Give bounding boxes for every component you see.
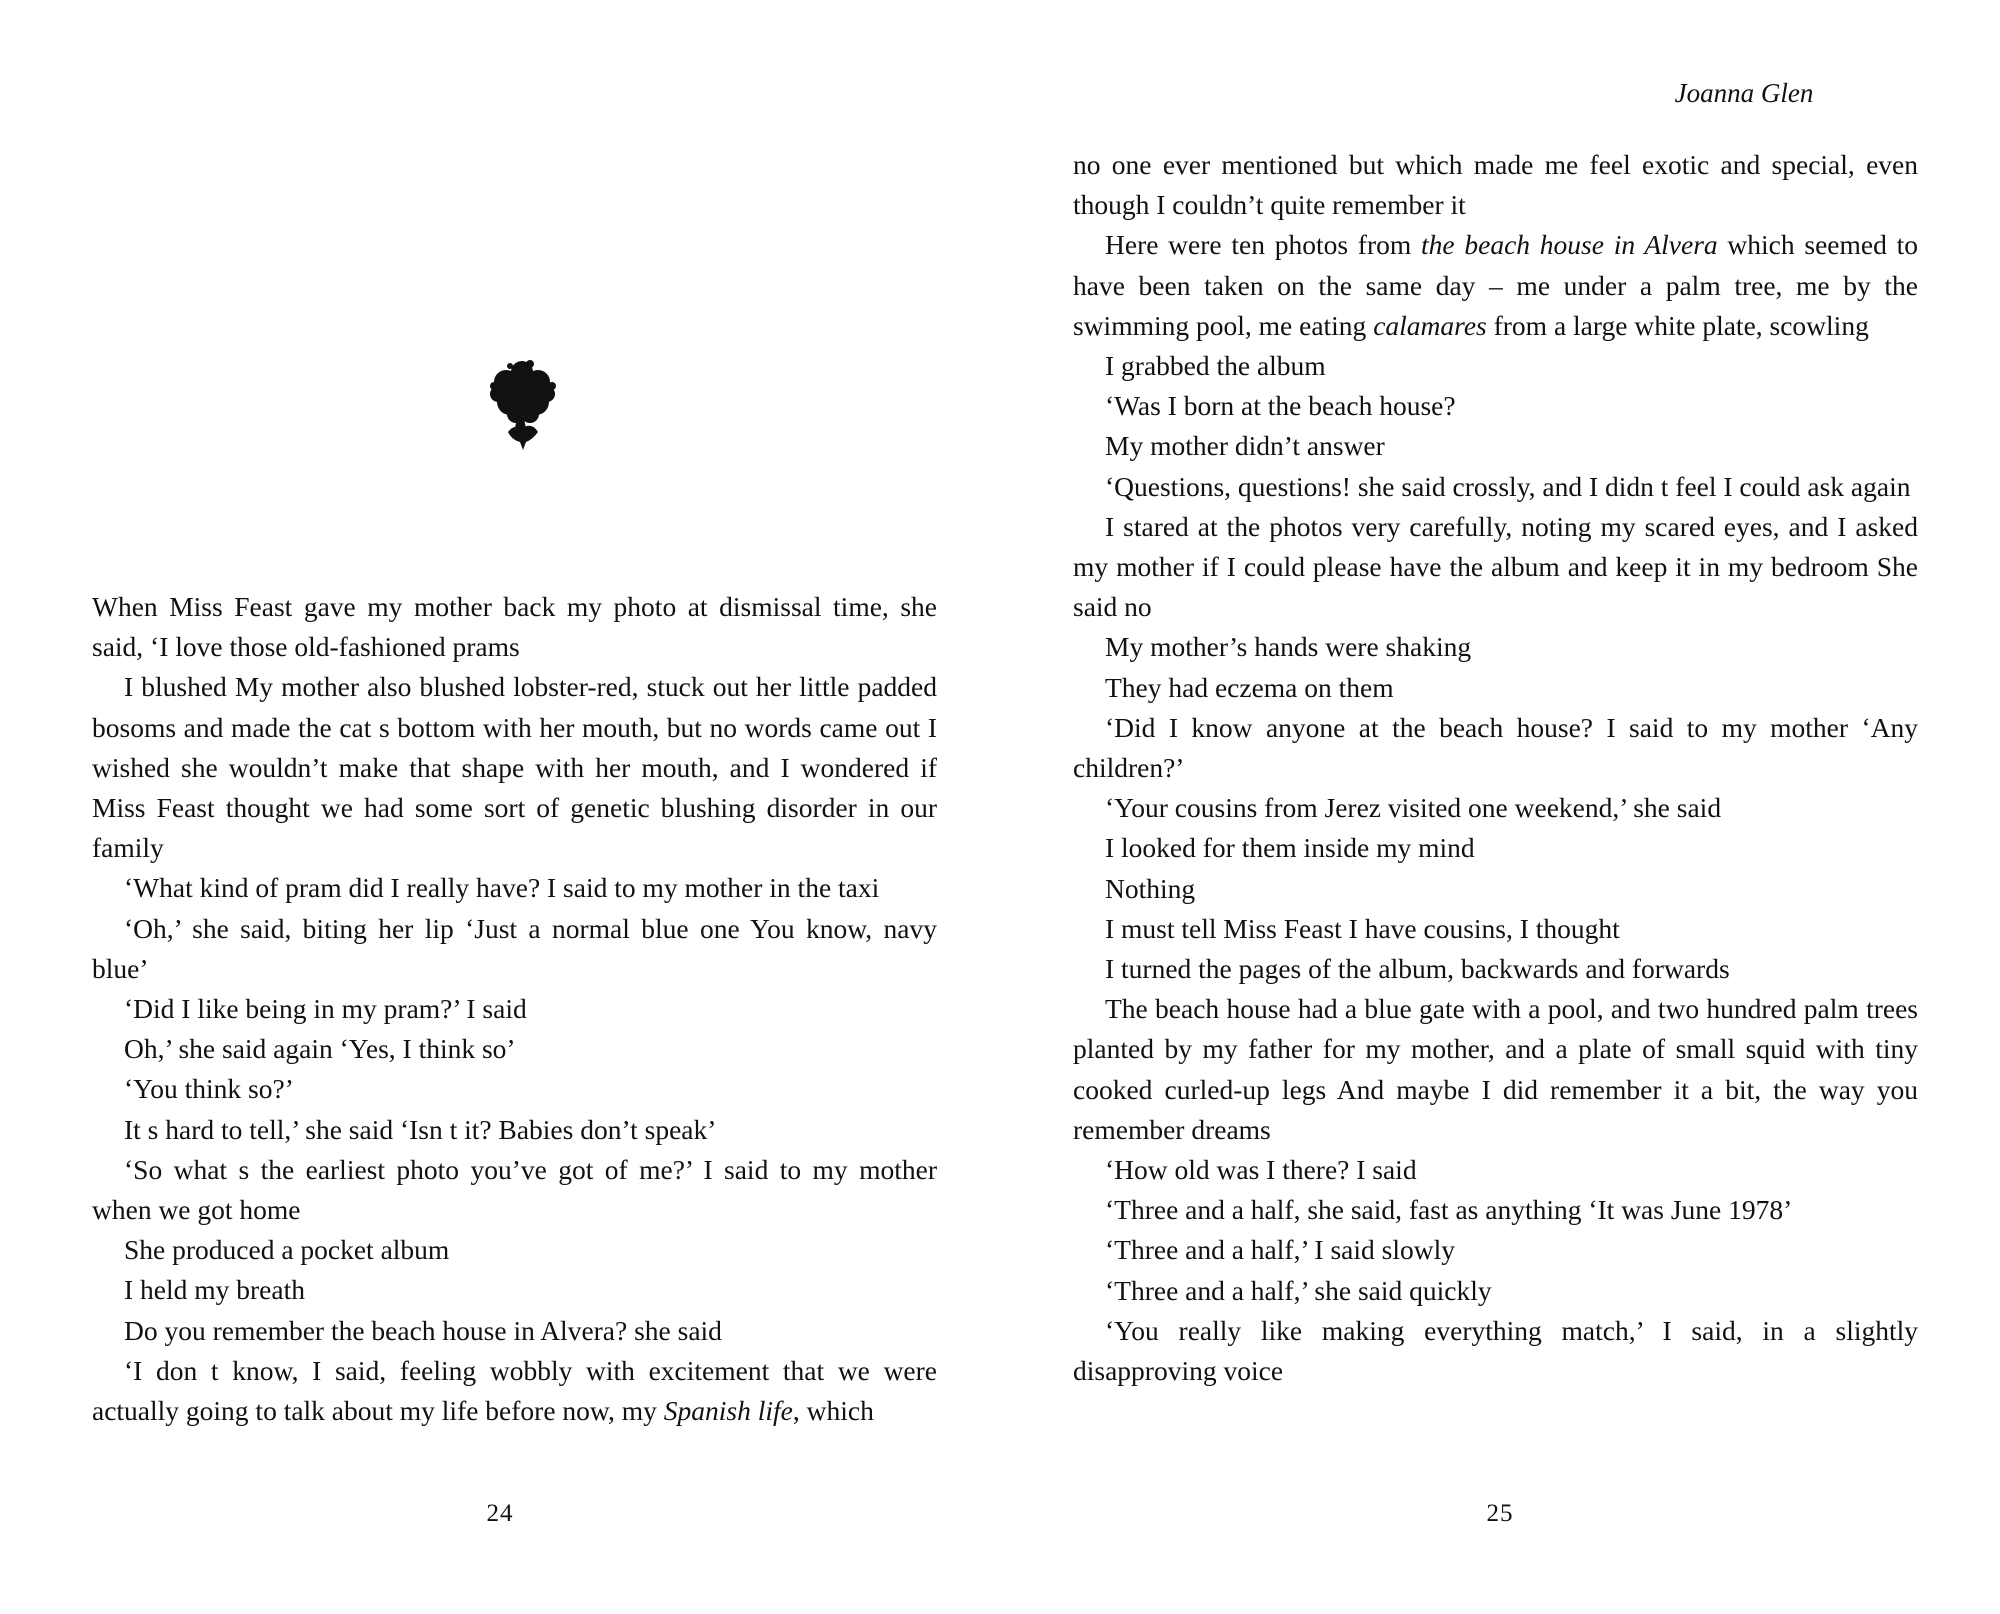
paragraph-text: which seemed to have been taken on the same day – me under a palm tree, me by the swimming pool, me eating bbox=[1073, 229, 1918, 341]
right-page-text bbox=[1073, 145, 1918, 1391]
paragraph: ‘You think so?’ bbox=[124, 1073, 294, 1105]
paragraph: ‘Was I born at the beach house? bbox=[1105, 390, 1456, 422]
italic-phrase: Spanish life bbox=[663, 1395, 793, 1427]
paragraph: Do you remember the beach house in Alvera? she said bbox=[124, 1314, 722, 1346]
paragraph bbox=[1073, 225, 1918, 346]
left-page-text bbox=[92, 587, 937, 1431]
paragraph: I turned the pages of the album, backwards and forwards bbox=[1105, 953, 1730, 985]
paragraph: My mother didn’t answer bbox=[1105, 430, 1385, 462]
paragraph: I stared at the photos very carefully, noting my scared eyes, and I asked my mother if I could please have the album and keep it in my bedroom She said no bbox=[1073, 510, 1918, 623]
paragraph: When Miss Feast gave my mother back my photo at dismissal time, she said, ‘I love those old-fashioned prams bbox=[92, 591, 937, 663]
paragraph: ‘Questions, questions! she said crossly, and I didn t feel I could ask again bbox=[1105, 470, 1911, 502]
paragraph: ‘You really like making everything match,’ I said, in a slightly disapproving voice bbox=[1073, 1314, 1918, 1387]
paragraph: Nothing bbox=[1105, 872, 1196, 904]
paragraph: ‘So what s the earliest photo you’ve got of me?’ I said to my mother when we got home bbox=[92, 1153, 937, 1226]
paragraph: I must tell Miss Feast I have cousins, I thought bbox=[1105, 912, 1620, 944]
paragraph: ‘Three and a half,’ I said slowly bbox=[1105, 1234, 1455, 1266]
paragraph: ‘Three and a half,’ she said quickly bbox=[1105, 1274, 1492, 1306]
italic-phrase: calamares bbox=[1373, 309, 1487, 341]
paragraph: ‘Did I know anyone at the beach house? I said to my mother ‘Any children?’ bbox=[1073, 711, 1918, 784]
running-head-author: Joanna Glen bbox=[1674, 78, 1814, 108]
paragraph: ‘Oh,’ she said, biting her lip ‘Just a normal blue one You know, navy blue’ bbox=[92, 912, 937, 984]
paragraph: Oh,’ she said again ‘Yes, I think so’ bbox=[124, 1033, 516, 1065]
page-number: 24 bbox=[486, 1500, 514, 1527]
paragraph: I grabbed the album bbox=[1105, 350, 1326, 382]
paragraph-text: Here were ten photos from bbox=[1105, 229, 1422, 261]
paragraph: ‘Three and a half, she said, fast as anything ‘It was June 1978’ bbox=[1105, 1194, 1793, 1226]
paragraph bbox=[92, 1351, 937, 1431]
paragraph-text: , which bbox=[792, 1395, 874, 1427]
paragraph: ‘Your cousins from Jerez visited one weekend,’ she said bbox=[1105, 792, 1722, 824]
paragraph: She produced a pocket album bbox=[124, 1234, 450, 1266]
page-number: 25 bbox=[1486, 1500, 1514, 1527]
paragraph: I blushed My mother also blushed lobster-red, stuck out her little padded bosoms and made the cat s bottom with her mouth, but no words came out I wished she wouldn’t make that shape with her mouth, and I wondered if Miss Feast thought we had some sort of genetic blushing disorder in our family bbox=[92, 671, 937, 864]
paragraph: The beach house had a blue gate with a pool, and two hundred palm trees planted by my father for my mother, and a plate of small squid with tiny cooked curled-up legs And maybe I did remember it a bit, the way you remember dreams bbox=[1073, 993, 1918, 1145]
ink-blot-tree-ornament-icon bbox=[470, 352, 580, 462]
paragraph: I held my breath bbox=[124, 1274, 305, 1306]
paragraph: I looked for them inside my mind bbox=[1105, 832, 1475, 864]
paragraph: ‘What kind of pram did I really have? I said to my mother in the taxi bbox=[124, 872, 880, 904]
italic-phrase: the beach house in Alvera bbox=[1421, 229, 1718, 261]
paragraph: It s hard to tell,’ she said ‘Isn t it? Babies don’t speak’ bbox=[124, 1113, 717, 1145]
paragraph: They had eczema on them bbox=[1105, 671, 1394, 703]
paragraph: My mother’s hands were shaking bbox=[1105, 631, 1472, 663]
paragraph: ‘How old was I there? I said bbox=[1105, 1154, 1417, 1186]
paragraph-text: ‘I don t know, I said, feeling wobbly with excitement that we were actually going to talk about my life before now, my bbox=[92, 1354, 937, 1427]
paragraph: no one ever mentioned but which made me feel exotic and special, even though I couldn’t quite remember it bbox=[1073, 149, 1918, 221]
paragraph-text: from a large white plate, scowling bbox=[1486, 309, 1869, 341]
right-page bbox=[1000, 0, 2000, 1614]
paragraph: ‘Did I like being in my pram?’ I said bbox=[124, 993, 527, 1025]
